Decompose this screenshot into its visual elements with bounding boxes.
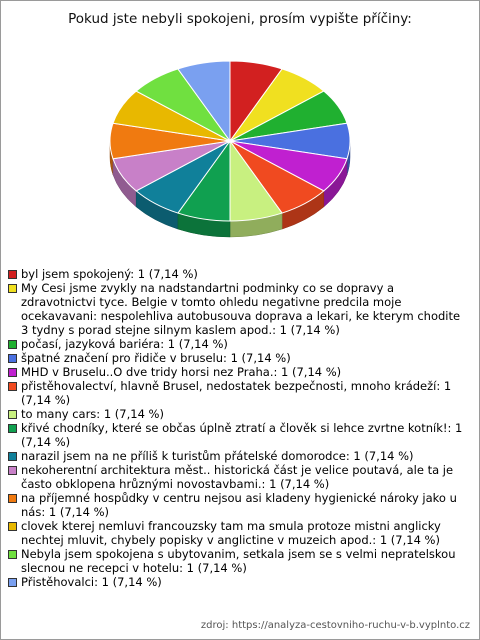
legend-label: Nebyla jsem spokojena s ubytovanim, setkala jsem se s velmi nepratelskou slecnou ne recepci v hotelu: 1 (7,14 %) — [21, 547, 456, 575]
legend-label: MHD v Bruselu..O dve tridy horsi nez Praha.: 1 (7,14 %) — [21, 365, 342, 379]
legend-label: na příjemné hospůdky v centru nejsou asi kladeny hygienické nároky jako u nás: 1 (7,14 %) — [21, 491, 457, 519]
legend-item — [8, 519, 470, 547]
legend — [8, 267, 470, 589]
legend-item — [8, 449, 470, 463]
legend-swatch — [8, 270, 17, 279]
legend-swatch — [8, 550, 17, 559]
legend-label: nekoherentní architektura měst.. historická část je velice poutavá, ale ta je často obklopena hrůznými novostavbami.: 1 (7,14 %) — [21, 463, 454, 491]
legend-label: byl jsem spokojený: 1 (7,14 %) — [21, 267, 198, 281]
legend-swatch — [8, 354, 17, 363]
legend-swatch — [8, 466, 17, 475]
legend-label: počasí, jazyková bariéra: 1 (7,14 %) — [21, 337, 228, 351]
legend-item — [8, 351, 470, 365]
legend-item — [8, 547, 470, 575]
chart-title: Pokud jste nebyli spokojeni, prosím vypište příčiny: — [68, 11, 412, 27]
legend-item — [8, 463, 470, 491]
legend-label: My Cesi jsme zvykly na nadstandartni podminky co se dopravy a zdravotnictvi tyce. Belgie v tomto ohledu negativne predcila moje ocekavavani: nespolehliva autobusouva doprava a lekari, ke kterym chodite 3 tydny s porad stejne silnym kaslem apod.: 1 (7,14 %) — [21, 281, 461, 337]
legend-label: špatné značení pro řidiče v bruselu: 1 (7,14 %) — [21, 351, 291, 365]
legend-label: Přistěhovalci: 1 (7,14 %) — [21, 575, 162, 589]
legend-swatch — [8, 424, 17, 433]
legend-item — [8, 491, 470, 519]
pie-chart — [0, 0, 480, 260]
legend-item — [8, 379, 470, 407]
legend-item — [8, 337, 470, 351]
legend-label: přistěhovalectví, hlavně Brusel, nedostatek bezpečnosti, mnoho krádeží: 1 (7,14 %) — [21, 379, 452, 407]
legend-item — [8, 267, 470, 281]
legend-item — [8, 575, 470, 589]
legend-label: křivé chodníky, které se občas úplně ztratí a člověk si lehce zvrtne kotník!: 1 (7,14 %) — [21, 421, 463, 449]
legend-swatch — [8, 410, 17, 419]
legend-item — [8, 365, 470, 379]
legend-swatch — [8, 452, 17, 461]
legend-swatch — [8, 578, 17, 587]
legend-label: narazil jsem na ne příliš k turistům přátelské domorodce: 1 (7,14 %) — [21, 449, 414, 463]
legend-swatch — [8, 368, 17, 377]
legend-item — [8, 421, 470, 449]
source-note: zdroj: https://analyza-cestovniho-ruchu-v-b.vyplnto.cz — [200, 620, 470, 631]
legend-item — [8, 281, 470, 337]
legend-label: to many cars: 1 (7,14 %) — [21, 407, 164, 421]
legend-swatch — [8, 340, 17, 349]
legend-swatch — [8, 494, 17, 503]
legend-label: clovek kterej nemluvi francouzsky tam ma smula protoze mistni anglicky nechtej mluvit, chybely popisky v anglictine v muzeich apod.: 1 (7,14 %) — [21, 519, 441, 547]
legend-item — [8, 407, 470, 421]
legend-swatch — [8, 284, 17, 293]
legend-swatch — [8, 522, 17, 531]
legend-swatch — [8, 382, 17, 391]
